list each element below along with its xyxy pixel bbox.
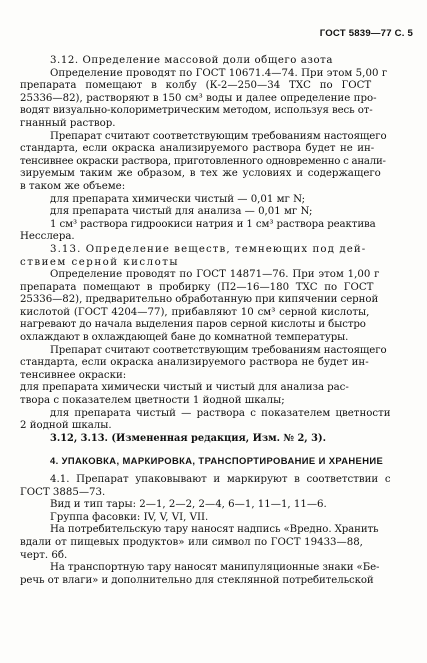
text-line: для препарата химически чистый и чистый для анализа рас- xyxy=(20,382,349,394)
section-4-title: 4. УПАКОВКА, МАРКИРОВКА, ТРАНСПОРТИРОВАНИЕ И ХРАНЕНИЕ xyxy=(50,455,384,467)
text-line: водят визуально-колориметрическим методом, используя весь от- xyxy=(20,105,373,117)
text-line: Определение проводят по ГОСТ 14871—76. При этом 1,00 г xyxy=(50,269,380,281)
text-line: охлаждают в охлаждающей бане до комнатной температуры. xyxy=(20,332,349,344)
text-line: Препарат считают соответствующим требованиям настоящего xyxy=(50,344,387,356)
paragraph-conformity-2 xyxy=(20,345,413,433)
text-line: кислотой (ГОСТ 4204—77), прибавляют 10 см³ серной кислоты, xyxy=(20,306,370,318)
text-line: для препарата чистый для анализа — 0,01 мг N; xyxy=(50,206,313,218)
paragraph-3-13 xyxy=(20,244,413,345)
paragraph-amendment xyxy=(20,433,413,446)
paragraph-3-12 xyxy=(20,55,413,131)
text-line: 25336—82), растворяют в 150 см³ воды и далее определение про- xyxy=(20,92,377,104)
text-line: препарата помещают в колбу (К-2—250—34 ТХС по ГОСТ xyxy=(20,80,372,92)
text-line: Определение проводят по ГОСТ 10671.4—74. При этом 5,00 г xyxy=(50,67,388,79)
text-line: стандарта, если окраска анализируемого раствора будет не ин- xyxy=(20,143,375,155)
text-line: 2 йодной шкалы. xyxy=(20,420,112,432)
text-line: зируемым таким же образом, в тех же условиях и содержащего xyxy=(20,168,381,180)
text-line: Вид и тип тары: 2—1, 2—2, 2—4, 6—1, 11—1, 11—6. xyxy=(50,499,327,511)
text-line: в таком же объеме: xyxy=(20,180,126,192)
section-3-13-heading-cont: ствием серной кислоты xyxy=(20,256,179,268)
text-line: препарата помещают в пробирку (П2—16—180 ТХС по ГОСТ xyxy=(20,281,374,293)
text-line: ГОСТ 3885—73. xyxy=(20,486,106,498)
paragraph-4-1 xyxy=(20,474,413,587)
text-line: стандарта, если окраска анализируемого раствора не будет ин- xyxy=(20,357,369,369)
text-line: На транспортную тару наносят манипуляционные знаки «Бе- xyxy=(50,562,380,574)
section-3-12-heading: 3.12. Определение массовой доли общего азота xyxy=(50,55,333,66)
text-line: 1 см³ раствора гидроокиси натрия и 1 см³ раствора реактива xyxy=(50,218,376,230)
text-line: Препарат считают соответствующим требованиям настоящего xyxy=(50,130,387,142)
text-line: твора с показателем цветности 1 йодной шкалы; xyxy=(20,395,285,407)
text-line: На потребительскую тару наносят надпись «Вредно. Хранить xyxy=(50,524,379,536)
document-body xyxy=(20,55,413,587)
page-header: ГОСТ 5839—77 С. 5 xyxy=(319,28,413,39)
amendment-note: 3.12, 3.13. (Измененная редакция, Изм. № 2, 3). xyxy=(50,432,326,444)
text-line: речь от влаги» и дополнительно для стеклянной потребительской xyxy=(20,574,374,586)
paragraph-conformity-1 xyxy=(20,131,413,194)
paragraph-limits-1 xyxy=(20,194,413,244)
section-3-13-heading: 3.13. Определение веществ, темнеющих под дей- xyxy=(50,243,367,255)
text-line: тенсивнее окраски: xyxy=(20,369,127,381)
text-line: Несслера. xyxy=(20,231,75,243)
text-line: для препарата химически чистый — 0,01 мг N; xyxy=(50,193,306,205)
text-line: 4.1. Препарат упаковывают и маркируют в соответствии с xyxy=(50,474,391,485)
text-line: тенсивнее окраски раствора, приготовленного одновременно с анали- xyxy=(20,155,386,167)
text-line: вдали от пищевых продуктов» или символ по ГОСТ 19433—88, xyxy=(20,536,363,548)
text-line: гнанный раствор. xyxy=(20,117,116,129)
text-line: 25336—82), предварительно обработанную при кипячении серной xyxy=(20,294,379,306)
text-line: черт. 6б. xyxy=(20,549,68,561)
text-line: Группа фасовки: IV, V, VI, VII. xyxy=(50,511,209,523)
text-line: для препарата чистый — раствора с показателем цветности xyxy=(50,407,391,419)
text-line: нагревают до начала выделения паров серной кислоты и быстро xyxy=(20,319,366,331)
